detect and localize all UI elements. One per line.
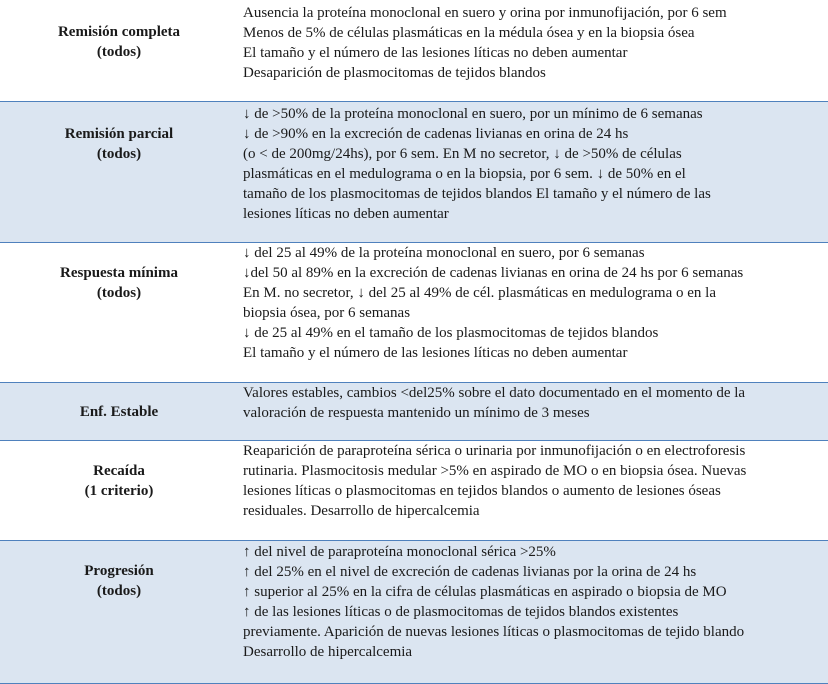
content-line: Valores estables, cambios <del25% sobre el dato documentado en el momento de la bbox=[243, 385, 746, 401]
content-line: ↓ del 25 al 49% de la proteína monoclonal en suero, por 6 semanas bbox=[243, 245, 645, 261]
row-label bbox=[0, 22, 238, 62]
row-label-line-2: (todos) bbox=[96, 583, 142, 599]
row-label-line-1: Remisión parcial bbox=[64, 126, 174, 142]
content-line: ↑ superior al 25% en la cifra de células plasmáticas en aspirado o biopsia de MO bbox=[243, 584, 727, 600]
content-line: residuales. Desarrollo de hipercalcemia bbox=[243, 503, 480, 519]
table-row-progresion bbox=[0, 541, 828, 684]
content-line: En M. no secretor, ↓ del 25 al 49% de cél. plasmáticas en medulograma o en la bbox=[243, 285, 716, 301]
content-line: rutinaria. Plasmocitosis medular >5% en aspirado de MO o en biopsia ósea. Nuevas bbox=[243, 463, 747, 479]
table-row-respuesta-minima bbox=[0, 243, 828, 383]
content-line: biopsia ósea, por 6 semanas bbox=[243, 305, 411, 321]
row-label-line-1: Recaída bbox=[93, 463, 145, 479]
table-row-enf-estable bbox=[0, 383, 828, 441]
content-line: ↑ del nivel de paraproteína monoclonal sérica >25% bbox=[243, 544, 556, 560]
content-line: Desarrollo de hipercalcemia bbox=[243, 644, 413, 660]
row-content bbox=[243, 104, 828, 224]
row-label bbox=[0, 402, 238, 422]
row-content bbox=[243, 3, 828, 83]
content-line: lesiones líticas o plasmocitomas en tejidos blandos o aumento de lesiones óseas bbox=[243, 483, 721, 499]
row-label-line-2: (todos) bbox=[96, 285, 142, 301]
content-line: ↑ de las lesiones líticas o de plasmocitomas de tejidos blandos existentes bbox=[243, 604, 679, 620]
row-content bbox=[243, 441, 828, 521]
content-line: Ausencia la proteína monoclonal en suero y orina por inmunofijación, por 6 sem bbox=[243, 5, 727, 21]
content-line: ↓ de >90% en la excreción de cadenas livianas en orina de 24 hs bbox=[243, 126, 629, 142]
content-line: plasmáticas en el medulograma o en la biopsia, por 6 sem. ↓ de 50% en el bbox=[243, 166, 686, 182]
content-line: Reaparición de paraproteína sérica o urinaria por inmunofijación o en electroforesis bbox=[243, 443, 746, 459]
row-label bbox=[0, 124, 238, 164]
content-line: El tamaño y el número de las lesiones líticas no deben aumentar bbox=[243, 45, 628, 61]
row-label bbox=[0, 561, 238, 601]
row-label-line-2: (todos) bbox=[96, 146, 142, 162]
row-label-line-2: (1 criterio) bbox=[84, 483, 154, 499]
content-line: ↓ de 25 al 49% en el tamaño de los plasmocitomas de tejidos blandos bbox=[243, 325, 659, 341]
content-line: lesiones líticas no deben aumentar bbox=[243, 206, 449, 222]
content-line: ↓del 50 al 89% en la excreción de cadenas livianas en orina de 24 hs por 6 semanas bbox=[243, 265, 744, 281]
table-row-recaida bbox=[0, 441, 828, 541]
row-label bbox=[0, 263, 238, 303]
row-content bbox=[243, 383, 828, 423]
table-row-remision-completa bbox=[0, 0, 828, 102]
row-label-line-1: Remisión completa bbox=[57, 24, 181, 40]
content-line: El tamaño y el número de las lesiones líticas no deben aumentar bbox=[243, 345, 628, 361]
row-label-line-1: Respuesta mínima bbox=[60, 265, 178, 281]
content-line: ↑ del 25% en el nivel de excreción de cadenas livianas por la orina de 24 hs bbox=[243, 564, 697, 580]
row-label-line-1: Enf. Estable bbox=[79, 404, 159, 420]
row-label bbox=[0, 461, 238, 501]
row-content bbox=[243, 243, 828, 363]
content-line: Desaparición de plasmocitomas de tejidos blandos bbox=[243, 65, 546, 81]
row-label-line-1: Progresión bbox=[84, 563, 154, 579]
content-line: tamaño de los plasmocitomas de tejidos blandos El tamaño y el número de las bbox=[243, 186, 711, 202]
content-line: valoración de respuesta mantenido un mínimo de 3 meses bbox=[243, 405, 590, 421]
row-label-line-2: (todos) bbox=[96, 44, 142, 60]
content-line: (o < de 200mg/24hs), por 6 sem. En M no secretor, ↓ de >50% de células bbox=[243, 146, 682, 162]
table-row-remision-parcial bbox=[0, 102, 828, 243]
row-content bbox=[243, 542, 828, 662]
content-line: ↓ de >50% de la proteína monoclonal en suero, por un mínimo de 6 semanas bbox=[243, 106, 703, 122]
content-line: previamente. Aparición de nuevas lesiones líticas o plasmocitomas de tejido blando bbox=[243, 624, 745, 640]
content-line: Menos de 5% de células plasmáticas en la médula ósea y en la biopsia ósea bbox=[243, 25, 695, 41]
